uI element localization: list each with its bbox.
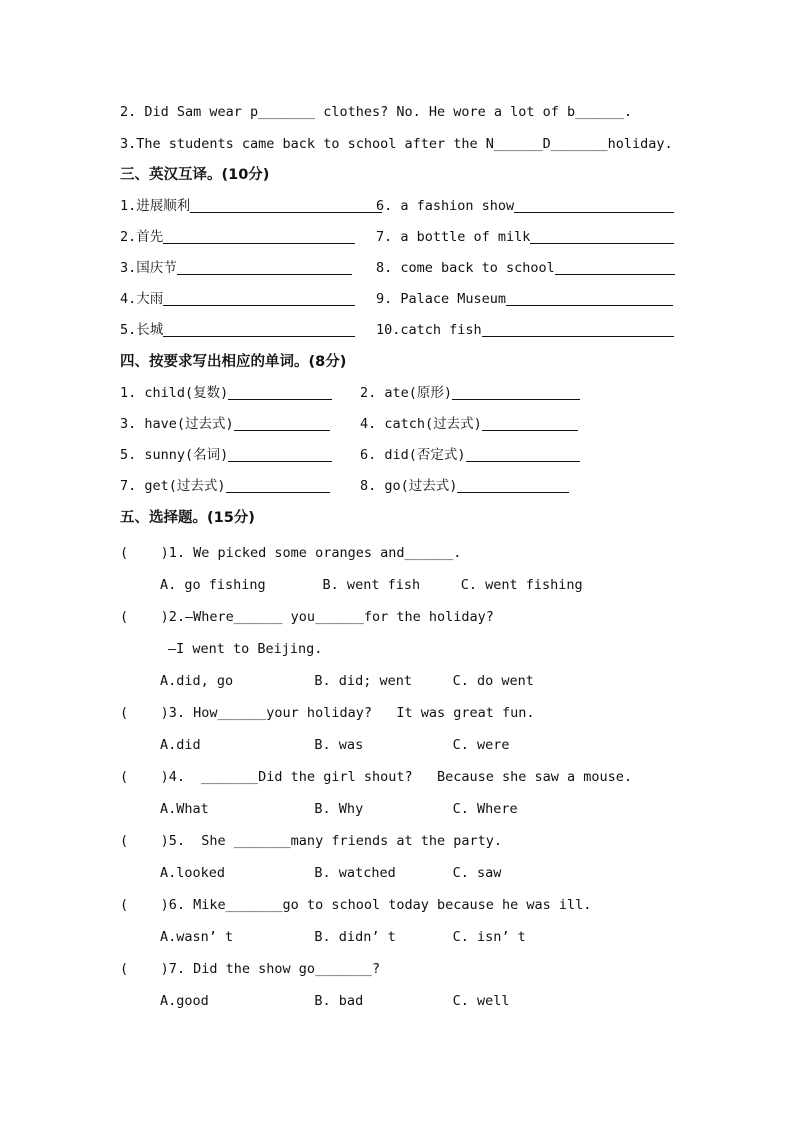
translation-item: 10.catch fish bbox=[376, 321, 674, 339]
translation-item: 2.首先 bbox=[120, 228, 355, 246]
choice-options: A.did, go B. did; went C. do went bbox=[160, 673, 534, 689]
choice-question: ( )7. Did the show go_______? bbox=[120, 961, 381, 977]
choice-options: A.looked B. watched C. saw bbox=[160, 865, 502, 881]
word-form-item: 6. did(否定式) bbox=[360, 446, 580, 464]
choice-question: ( )6. Mike_______go to school today because he was ill. bbox=[120, 897, 592, 913]
word-form-item: 7. get(过去式) bbox=[120, 477, 330, 495]
word-form-item: 4. catch(过去式) bbox=[360, 415, 578, 433]
choice-question: ( )2.—Where______ you______for the holiday? bbox=[120, 609, 494, 625]
word-form-item: 1. child(复数) bbox=[120, 384, 332, 402]
choice-options: A.good B. bad C. well bbox=[160, 993, 510, 1009]
translation-item: 5.长城 bbox=[120, 321, 355, 339]
section-4-title: 四、按要求写出相应的单词。(8分) bbox=[120, 354, 347, 370]
word-form-item: 2. ate(原形) bbox=[360, 384, 580, 402]
choice-question: ( )4. _______Did the girl shout? Because she saw a mouse. bbox=[120, 769, 633, 785]
translation-item: 6. a fashion show bbox=[376, 197, 674, 215]
choice-options: A. go fishing B. went fish C. went fishing bbox=[160, 577, 583, 593]
translation-item: 7. a bottle of milk bbox=[376, 228, 674, 246]
word-form-item: 8. go(过去式) bbox=[360, 477, 569, 495]
word-form-item: 5. sunny(名词) bbox=[120, 446, 332, 464]
translation-item: 9. Palace Museum bbox=[376, 290, 673, 308]
choice-question: ( )3. How______your holiday? It was great fun. bbox=[120, 705, 535, 721]
word-form-item: 3. have(过去式) bbox=[120, 415, 330, 433]
translation-item: 4.大雨 bbox=[120, 290, 355, 308]
section-5-title: 五、选择题。(15分) bbox=[120, 510, 255, 526]
choice-options: A.What B. Why C. Where bbox=[160, 801, 518, 817]
choice-question: ( )1. We picked some oranges and______. bbox=[120, 545, 462, 561]
question-3: 3.The students came back to school after the N______D_______holiday. bbox=[120, 136, 673, 152]
section-3-title: 三、英汉互译。(10分) bbox=[120, 167, 270, 183]
choice-question: ( )5. She _______many friends at the party. bbox=[120, 833, 503, 849]
question-2: 2. Did Sam wear p_______ clothes? No. He wore a lot of b______. bbox=[120, 104, 633, 120]
choice-question-reply: —I went to Beijing. bbox=[168, 641, 323, 657]
choice-options: A.did B. was C. were bbox=[160, 737, 510, 753]
choice-options: A.wasn’ t B. didn’ t C. isn’ t bbox=[160, 929, 526, 945]
translation-item: 3.国庆节 bbox=[120, 259, 352, 277]
translation-item: 8. come back to school bbox=[376, 259, 675, 277]
translation-item: 1.进展顺利 bbox=[120, 197, 382, 215]
